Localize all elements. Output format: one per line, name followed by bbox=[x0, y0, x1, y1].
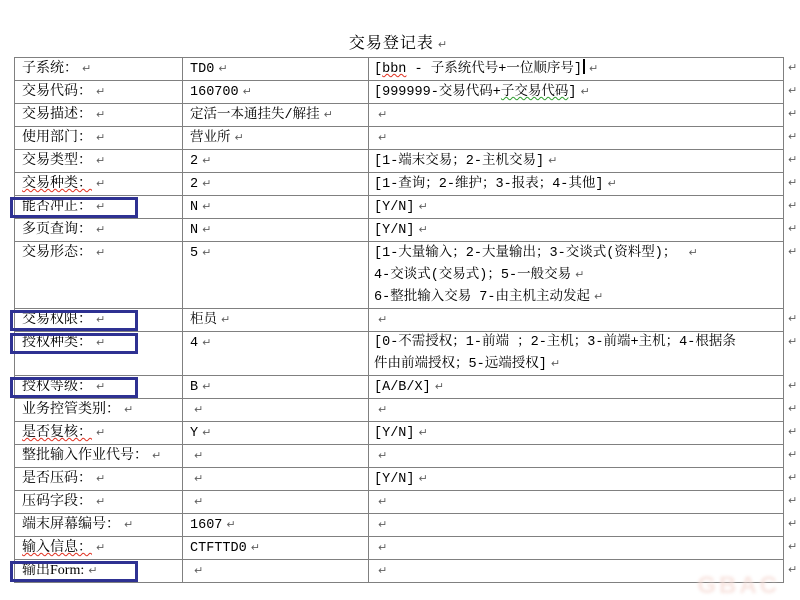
field-value-cell[interactable] bbox=[183, 173, 369, 196]
field-label: 输入信息： bbox=[22, 540, 92, 555]
paragraph-mark-icon: ↵ bbox=[152, 449, 162, 462]
description-line bbox=[374, 173, 783, 195]
description-text: [1-大量输入；2-大量输出；3-交谈式(资料型)； bbox=[374, 246, 685, 261]
field-description-cell[interactable] bbox=[369, 399, 784, 422]
field-value: TD0 bbox=[190, 62, 215, 77]
field-label: 交易描述： bbox=[22, 107, 92, 122]
field-label: 是否复核： bbox=[22, 425, 92, 440]
paragraph-mark-icon: ↵ bbox=[594, 290, 604, 303]
paragraph-mark-icon: ↵ bbox=[96, 426, 106, 439]
paragraph-mark-icon: ↵ bbox=[96, 223, 106, 236]
paragraph-mark-icon: ↵ bbox=[418, 200, 428, 213]
description-line bbox=[374, 445, 783, 467]
description-line bbox=[374, 422, 783, 444]
paragraph-mark-icon: ↵ bbox=[218, 62, 228, 75]
paragraph-mark-icon: ↵ bbox=[250, 541, 260, 554]
description-line bbox=[374, 150, 783, 172]
field-description-cell[interactable] bbox=[369, 445, 784, 468]
row-end-mark-icon: ↵ bbox=[788, 130, 798, 143]
description-text: [999999-交易代码+ bbox=[374, 85, 501, 100]
row-end-mark-icon: ↵ bbox=[788, 61, 798, 74]
row-end-mark-icon: ↵ bbox=[788, 471, 798, 484]
paragraph-mark-icon: ↵ bbox=[202, 177, 212, 190]
field-value: 2 bbox=[190, 154, 199, 169]
table-row bbox=[15, 445, 784, 468]
description-line bbox=[374, 104, 783, 126]
paragraph-mark-icon: ↵ bbox=[418, 426, 428, 439]
field-value-cell[interactable] bbox=[183, 514, 369, 537]
row-end-mark-icon: ↵ bbox=[788, 176, 798, 189]
description-line bbox=[374, 309, 783, 331]
description-line bbox=[374, 353, 783, 375]
description-line bbox=[374, 537, 783, 559]
row-end-mark-icon: ↵ bbox=[788, 517, 798, 530]
description-text: [1-查询；2-维护；3-报表；4-其他] bbox=[374, 177, 604, 192]
paragraph-mark-icon: ↵ bbox=[194, 403, 204, 416]
row-end-mark-icon: ↵ bbox=[788, 312, 798, 325]
table-row bbox=[15, 104, 784, 127]
description-text: 6-整批输入交易 7-由主机主动发起 bbox=[374, 290, 591, 305]
paragraph-mark-icon: ↵ bbox=[323, 108, 333, 121]
table-row bbox=[15, 309, 784, 332]
description-text: 子交易代码 bbox=[500, 85, 569, 100]
description-text: [0-不需授权；1-前端 ；2-主机；3-前端+主机；4-根据条 bbox=[374, 335, 736, 350]
field-label: 子系统： bbox=[22, 61, 78, 76]
row-end-mark-icon: ↵ bbox=[788, 402, 798, 415]
row-end-mark-icon: ↵ bbox=[788, 245, 798, 258]
paragraph-mark-icon: ↵ bbox=[96, 541, 106, 554]
text-cursor bbox=[583, 59, 585, 74]
paragraph-mark-icon: ↵ bbox=[202, 336, 212, 349]
watermark: GBAC bbox=[697, 572, 780, 599]
field-value: 营业所 bbox=[190, 131, 231, 146]
paragraph-mark-icon: ↵ bbox=[96, 131, 106, 144]
table-row bbox=[15, 150, 784, 173]
paragraph-mark-icon: ↵ bbox=[378, 313, 388, 326]
paragraph-mark-icon: ↵ bbox=[221, 313, 231, 326]
field-label-cell[interactable] bbox=[15, 242, 183, 309]
paragraph-mark-icon: ↵ bbox=[378, 564, 388, 577]
field-value-cell[interactable] bbox=[183, 445, 369, 468]
paragraph-mark-icon: ↵ bbox=[378, 541, 388, 554]
field-label: 交易种类： bbox=[22, 176, 92, 191]
table-row bbox=[15, 173, 784, 196]
description-text: [1-端末交易；2-主机交易] bbox=[374, 154, 545, 169]
paragraph-mark-icon: ↵ bbox=[437, 38, 449, 51]
description-line bbox=[374, 468, 783, 490]
paragraph-mark-icon: ↵ bbox=[96, 472, 106, 485]
field-label-cell[interactable] bbox=[15, 399, 183, 422]
field-description-cell[interactable] bbox=[369, 537, 784, 560]
field-label: 整批输入作业代号： bbox=[22, 448, 148, 463]
field-label: 交易代码： bbox=[22, 84, 92, 99]
paragraph-mark-icon: ↵ bbox=[96, 313, 106, 326]
field-value-cell[interactable] bbox=[183, 491, 369, 514]
field-value-cell[interactable] bbox=[183, 309, 369, 332]
paragraph-mark-icon: ↵ bbox=[550, 357, 561, 370]
paragraph-mark-icon: ↵ bbox=[378, 108, 388, 121]
field-label-cell[interactable] bbox=[15, 422, 183, 445]
field-value-cell[interactable] bbox=[183, 104, 369, 127]
field-label: 交易形态： bbox=[22, 245, 92, 260]
field-label-cell-highlighted[interactable] bbox=[15, 560, 183, 583]
field-value-cell[interactable] bbox=[183, 81, 369, 104]
field-description-cell[interactable] bbox=[369, 376, 784, 399]
field-value-cell[interactable] bbox=[183, 399, 369, 422]
field-label: 交易权限： bbox=[22, 312, 92, 327]
paragraph-mark-icon: ↵ bbox=[378, 403, 388, 416]
paragraph-mark-icon: ↵ bbox=[124, 403, 134, 416]
field-value: N bbox=[190, 223, 199, 238]
field-value: 2 bbox=[190, 177, 199, 192]
field-description-cell[interactable] bbox=[369, 58, 784, 81]
paragraph-mark-icon: ↵ bbox=[202, 200, 212, 213]
description-line bbox=[374, 491, 783, 513]
field-description-cell[interactable] bbox=[369, 309, 784, 332]
table-row bbox=[15, 422, 784, 445]
paragraph-mark-icon: ↵ bbox=[434, 380, 444, 393]
row-end-mark-icon: ↵ bbox=[788, 540, 798, 553]
field-value: 5 bbox=[190, 246, 199, 261]
field-label-cell[interactable] bbox=[15, 514, 183, 537]
paragraph-mark-icon: ↵ bbox=[96, 108, 106, 121]
paragraph-mark-icon: ↵ bbox=[194, 495, 204, 508]
field-value-cell[interactable] bbox=[183, 58, 369, 81]
paragraph-mark-icon: ↵ bbox=[418, 472, 428, 485]
paragraph-mark-icon: ↵ bbox=[96, 177, 106, 190]
page-title bbox=[14, 33, 783, 55]
description-text: [Y/N] bbox=[374, 200, 415, 215]
field-description-cell[interactable] bbox=[369, 81, 784, 104]
field-value: 4 bbox=[190, 336, 199, 351]
field-description-cell[interactable] bbox=[369, 150, 784, 173]
paragraph-mark-icon: ↵ bbox=[82, 62, 92, 75]
table-row bbox=[15, 58, 784, 81]
field-value: 柜员 bbox=[190, 313, 217, 328]
field-label: 端末屏幕编号： bbox=[22, 517, 120, 532]
field-label-cell[interactable] bbox=[15, 491, 183, 514]
description-line bbox=[374, 58, 783, 80]
paragraph-mark-icon: ↵ bbox=[202, 426, 212, 439]
table-row bbox=[15, 219, 784, 242]
description-line bbox=[374, 264, 783, 286]
paragraph-mark-icon: ↵ bbox=[96, 85, 106, 98]
paragraph-mark-icon: ↵ bbox=[202, 380, 212, 393]
page-title-text: 交易登记表 bbox=[348, 35, 434, 52]
row-end-mark-icon: ↵ bbox=[788, 153, 798, 166]
field-value-cell[interactable] bbox=[183, 127, 369, 150]
table-row bbox=[15, 560, 784, 583]
row-end-mark-icon: ↵ bbox=[788, 335, 798, 348]
description-line bbox=[374, 332, 783, 353]
paragraph-mark-icon: ↵ bbox=[418, 223, 428, 236]
table-row bbox=[15, 376, 784, 399]
row-end-mark-icon: ↵ bbox=[788, 222, 798, 235]
description-text: ] bbox=[568, 85, 577, 100]
paragraph-mark-icon: ↵ bbox=[242, 85, 252, 98]
paragraph-mark-icon: ↵ bbox=[378, 449, 388, 462]
paragraph-mark-icon: ↵ bbox=[96, 200, 106, 213]
row-end-mark-icon: ↵ bbox=[788, 425, 798, 438]
description-line bbox=[374, 514, 783, 536]
field-label: 压码字段： bbox=[22, 494, 92, 509]
paragraph-mark-icon: ↵ bbox=[580, 85, 590, 98]
description-line bbox=[374, 127, 783, 149]
paragraph-mark-icon: ↵ bbox=[96, 154, 106, 167]
field-label-cell[interactable] bbox=[15, 468, 183, 491]
field-description-cell[interactable] bbox=[369, 173, 784, 196]
field-description-cell[interactable] bbox=[369, 422, 784, 445]
field-description-cell[interactable] bbox=[369, 468, 784, 491]
description-text: 件由前端授权；5-远端授权] bbox=[374, 357, 547, 372]
paragraph-mark-icon: ↵ bbox=[688, 246, 698, 259]
field-value-cell[interactable] bbox=[183, 332, 369, 376]
field-label: 多页查询： bbox=[22, 222, 92, 237]
field-value-cell[interactable] bbox=[183, 150, 369, 173]
field-description-cell[interactable] bbox=[369, 332, 784, 376]
transaction-registration-table bbox=[14, 57, 784, 583]
paragraph-mark-icon: ↵ bbox=[575, 268, 585, 281]
paragraph-mark-icon: ↵ bbox=[124, 518, 134, 531]
field-label: 是否压码： bbox=[22, 471, 92, 486]
row-end-mark-icon: ↵ bbox=[788, 107, 798, 120]
description-line bbox=[374, 286, 783, 308]
description-text: [Y/N] bbox=[374, 472, 415, 487]
field-value-cell[interactable] bbox=[183, 560, 369, 583]
paragraph-mark-icon: ↵ bbox=[202, 154, 212, 167]
description-line bbox=[374, 81, 783, 103]
description-text: [Y/N] bbox=[374, 223, 415, 238]
field-description-cell[interactable] bbox=[369, 242, 784, 309]
field-description-cell[interactable] bbox=[369, 514, 784, 537]
field-value: B bbox=[190, 380, 199, 395]
description-line bbox=[374, 219, 783, 241]
paragraph-mark-icon: ↵ bbox=[194, 564, 204, 577]
description-line bbox=[374, 399, 783, 421]
field-value-cell[interactable] bbox=[183, 376, 369, 399]
field-value: 160700 bbox=[190, 85, 239, 100]
row-end-mark-icon: ↵ bbox=[788, 84, 798, 97]
paragraph-mark-icon: ↵ bbox=[96, 495, 106, 508]
field-description-cell[interactable] bbox=[369, 491, 784, 514]
field-label-cell[interactable] bbox=[15, 127, 183, 150]
field-description-cell[interactable] bbox=[369, 104, 784, 127]
table-row bbox=[15, 332, 784, 376]
field-label-cell[interactable] bbox=[15, 537, 183, 560]
field-label-cell[interactable] bbox=[15, 219, 183, 242]
field-value-cell[interactable] bbox=[183, 196, 369, 219]
field-value-cell[interactable] bbox=[183, 422, 369, 445]
description-text: [ bbox=[374, 62, 383, 77]
paragraph-mark-icon: ↵ bbox=[202, 246, 212, 259]
field-value: CTFTTD0 bbox=[190, 541, 247, 556]
field-label-cell-highlighted[interactable] bbox=[15, 309, 183, 332]
field-label-cell[interactable] bbox=[15, 173, 183, 196]
field-value-cell[interactable] bbox=[183, 468, 369, 491]
field-label: 交易类型： bbox=[22, 153, 92, 168]
row-end-mark-icon: ↵ bbox=[788, 448, 798, 461]
field-label: 业务控管类别： bbox=[22, 402, 120, 417]
row-end-mark-icon: ↵ bbox=[788, 563, 798, 576]
field-label: 授权等级： bbox=[22, 379, 92, 394]
table-row bbox=[15, 491, 784, 514]
paragraph-mark-icon: ↵ bbox=[88, 564, 98, 577]
paragraph-mark-icon: ↵ bbox=[378, 131, 388, 144]
field-label-cell-highlighted[interactable] bbox=[15, 332, 183, 376]
paragraph-mark-icon: ↵ bbox=[548, 154, 558, 167]
description-text: [Y/N] bbox=[374, 426, 415, 441]
field-description-cell[interactable] bbox=[369, 127, 784, 150]
field-value: 1607 bbox=[190, 518, 223, 533]
row-end-mark-icon: ↵ bbox=[788, 494, 798, 507]
description-text: bbn bbox=[382, 62, 407, 77]
field-label-cell-highlighted[interactable] bbox=[15, 196, 183, 219]
paragraph-mark-icon: ↵ bbox=[96, 380, 106, 393]
field-value: Y bbox=[190, 426, 199, 441]
table-row bbox=[15, 468, 784, 491]
field-label: 使用部门： bbox=[22, 130, 92, 145]
field-label-cell[interactable] bbox=[15, 150, 183, 173]
paragraph-mark-icon: ↵ bbox=[194, 472, 204, 485]
field-value-cell[interactable] bbox=[183, 242, 369, 309]
paragraph-mark-icon: ↵ bbox=[234, 131, 244, 144]
table-row bbox=[15, 242, 784, 309]
field-label-cell[interactable] bbox=[15, 445, 183, 468]
paragraph-mark-icon: ↵ bbox=[607, 177, 617, 190]
description-line bbox=[374, 196, 783, 218]
table-row bbox=[15, 81, 784, 104]
paragraph-mark-icon: ↵ bbox=[202, 223, 212, 236]
field-label: 授权种类： bbox=[22, 335, 92, 350]
field-value-cell[interactable] bbox=[183, 537, 369, 560]
description-text: 4-交谈式(交易式)；5-一般交易 bbox=[374, 268, 572, 283]
field-description-cell[interactable] bbox=[369, 219, 784, 242]
field-value-cell[interactable] bbox=[183, 219, 369, 242]
field-label: 输出Form: bbox=[22, 563, 85, 578]
description-text: - 子系统代号+一位顺序号] bbox=[406, 62, 582, 77]
field-label-cell[interactable] bbox=[15, 104, 183, 127]
table-row bbox=[15, 537, 784, 560]
field-label-cell[interactable] bbox=[15, 81, 183, 104]
field-label-cell[interactable] bbox=[15, 58, 183, 81]
field-value: 定活一本通挂失/解挂 bbox=[190, 108, 320, 123]
row-end-mark-icon: ↵ bbox=[788, 379, 798, 392]
paragraph-mark-icon: ↵ bbox=[96, 246, 106, 259]
field-label-cell-highlighted[interactable] bbox=[15, 376, 183, 399]
description-text: [A/B/X] bbox=[374, 380, 431, 395]
field-label: 能否冲正： bbox=[22, 199, 92, 214]
paragraph-mark-icon: ↵ bbox=[378, 518, 388, 531]
table-row bbox=[15, 196, 784, 219]
paragraph-mark-icon: ↵ bbox=[96, 336, 106, 349]
table-row bbox=[15, 399, 784, 422]
paragraph-mark-icon: ↵ bbox=[226, 518, 236, 531]
row-end-mark-icon: ↵ bbox=[788, 199, 798, 212]
description-line bbox=[374, 242, 783, 264]
field-description-cell[interactable] bbox=[369, 196, 784, 219]
paragraph-mark-icon: ↵ bbox=[588, 62, 599, 75]
paragraph-mark-icon: ↵ bbox=[378, 495, 388, 508]
table-row bbox=[15, 514, 784, 537]
table-row bbox=[15, 127, 784, 150]
description-line bbox=[374, 376, 783, 398]
field-value: N bbox=[190, 200, 199, 215]
paragraph-mark-icon: ↵ bbox=[194, 449, 204, 462]
